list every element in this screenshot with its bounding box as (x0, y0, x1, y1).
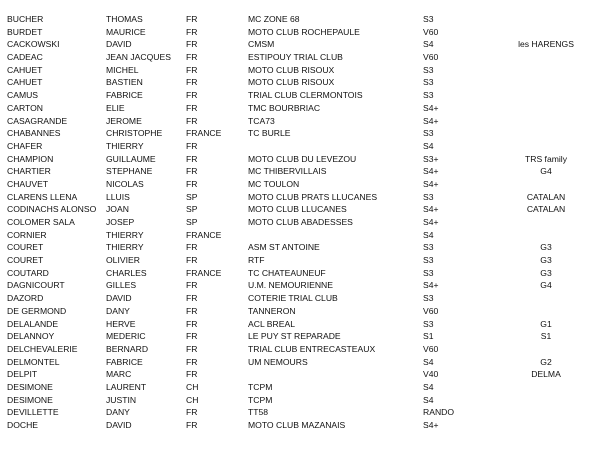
nationality-cell: FR (186, 293, 198, 304)
club-cell: MC TOULON (248, 178, 300, 189)
rider-row (0, 343, 600, 356)
team-cell: G3 (540, 267, 552, 278)
nationality-cell: FR (186, 242, 198, 253)
club-cell: TT58 (248, 407, 269, 418)
last-name-cell: DEVILLETTE (7, 407, 59, 418)
rider-row (0, 279, 600, 292)
last-name-cell: COURET (7, 255, 44, 266)
club-cell: MOTO CLUB ABADESSES (248, 217, 353, 227)
club-cell: ASM ST ANTOINE (248, 242, 320, 253)
team-cell: CATALAN (526, 204, 566, 215)
rider-row (0, 153, 600, 166)
team-cell: DELMA (531, 369, 561, 380)
category-cell: RANDO (423, 407, 455, 418)
category-cell: S4 (423, 394, 434, 405)
first-name-cell: JEROME (106, 115, 142, 126)
rider-row (0, 292, 600, 305)
last-name-cell: DE GERMOND (7, 305, 67, 316)
category-cell: S4+ (423, 178, 439, 189)
club-cell: LE PUY ST REPARADE (248, 331, 341, 342)
first-name-cell: DAVID (106, 420, 132, 430)
club-cell: TC CHATEAUNEUF (248, 267, 326, 278)
last-name-cell: DELMONTEL (7, 356, 60, 367)
rider-row (0, 203, 600, 216)
rider-row (0, 381, 600, 394)
first-name-cell: STEPHANE (106, 166, 153, 177)
first-name-cell: THIERRY (106, 140, 144, 151)
team-cell: S1 (540, 331, 552, 342)
nationality-cell: FR (186, 115, 198, 126)
club-cell: MC ZONE 68 (248, 14, 300, 24)
last-name-cell: CHAMPION (7, 153, 54, 164)
rider-row (0, 216, 600, 229)
last-name-cell: CARTON (7, 102, 43, 113)
rider-row (0, 394, 600, 407)
club-cell: RTF (248, 255, 265, 266)
nationality-cell: FR (186, 90, 198, 101)
first-name-cell: DANY (106, 305, 130, 316)
category-cell: S4+ (423, 204, 439, 215)
rider-row (0, 127, 600, 140)
club-cell: TRIAL CLUB CLERMONTOIS (248, 90, 363, 101)
nationality-cell: FR (186, 356, 198, 367)
last-name-cell: CAMUS (7, 90, 39, 101)
rider-row (0, 305, 600, 318)
last-name-cell: CHARTIER (7, 166, 51, 177)
first-name-cell: JUSTIN (106, 394, 137, 405)
first-name-cell: CHARLES (106, 267, 147, 278)
team-cell: G2 (540, 356, 552, 367)
club-cell: TC BURLE (248, 128, 291, 139)
rider-row (0, 140, 600, 153)
last-name-cell: CACKOWSKI (7, 39, 60, 50)
nationality-cell: FR (186, 331, 198, 342)
category-cell: S3 (423, 293, 434, 304)
category-cell: S3 (423, 267, 434, 278)
nationality-cell: FR (186, 305, 198, 316)
rider-list (0, 13, 600, 432)
rider-row (0, 356, 600, 369)
category-cell: V60 (423, 305, 439, 316)
club-cell: UM NEMOURS (248, 356, 308, 367)
team-cell: G4 (540, 280, 552, 291)
nationality-cell: CH (186, 381, 199, 392)
nationality-cell: CH (186, 394, 199, 405)
first-name-cell: BASTIEN (106, 77, 143, 88)
nationality-cell: FR (186, 52, 198, 63)
category-cell: S4+ (423, 420, 439, 430)
first-name-cell: NICOLAS (106, 178, 144, 189)
category-cell: S4+ (423, 280, 439, 291)
club-cell: MOTO CLUB DU LEVEZOU (248, 153, 357, 164)
club-cell: TCPM (248, 394, 273, 405)
first-name-cell: THOMAS (106, 14, 143, 24)
club-cell: TRIAL CLUB ENTRECASTEAUX (248, 343, 376, 354)
club-cell: MOTO CLUB LLUCANES (248, 204, 347, 215)
last-name-cell: DESIMONE (7, 381, 53, 392)
first-name-cell: GUILLAUME (106, 153, 156, 164)
rider-row (0, 76, 600, 89)
category-cell: S4+ (423, 102, 439, 113)
rider-row (0, 368, 600, 381)
category-cell: V60 (423, 26, 439, 37)
category-cell: S3 (423, 128, 434, 139)
team-cell: G3 (540, 255, 552, 266)
first-name-cell: MARC (106, 369, 132, 380)
rider-row (0, 229, 600, 242)
nationality-cell: FR (186, 255, 198, 266)
last-name-cell: CAHUET (7, 64, 43, 75)
nationality-cell: SP (186, 217, 198, 227)
first-name-cell: LLUIS (106, 191, 130, 202)
nationality-cell: FR (186, 280, 198, 291)
rider-row (0, 406, 600, 419)
nationality-cell: FR (186, 153, 198, 164)
last-name-cell: DAGNICOURT (7, 280, 65, 291)
last-name-cell: DOCHE (7, 420, 39, 430)
rider-row (0, 330, 600, 343)
nationality-cell: FR (186, 77, 198, 88)
club-cell: MOTO CLUB ROCHEPAULE (248, 26, 360, 37)
nationality-cell: FR (186, 420, 198, 430)
rider-row (0, 254, 600, 267)
rider-row (0, 26, 600, 39)
category-cell: S3 (423, 242, 434, 253)
nationality-cell: FR (186, 14, 198, 24)
first-name-cell: HERVE (106, 318, 136, 329)
first-name-cell: THIERRY (106, 229, 144, 240)
team-cell: G4 (540, 166, 552, 177)
club-cell: COTERIE TRIAL CLUB (248, 293, 338, 304)
club-cell: MOTO CLUB RISOUX (248, 77, 335, 88)
last-name-cell: COLOMER SALA (7, 217, 75, 227)
category-cell: S3 (423, 64, 434, 75)
rider-row (0, 64, 600, 77)
last-name-cell: BUCHER (7, 14, 44, 24)
last-name-cell: CHAUVET (7, 178, 49, 189)
category-cell: S3 (423, 318, 434, 329)
rider-row (0, 115, 600, 128)
rider-row (0, 38, 600, 51)
first-name-cell: DAVID (106, 293, 132, 304)
club-cell: ACL BREAL (248, 318, 295, 329)
category-cell: S4 (423, 356, 434, 367)
club-cell: MC THIBERVILLAIS (248, 166, 327, 177)
nationality-cell: FR (186, 178, 198, 189)
team-cell: G1 (540, 318, 552, 329)
rider-row (0, 267, 600, 280)
first-name-cell: MICHEL (106, 64, 139, 75)
nationality-cell: FR (186, 369, 198, 380)
team-cell: TRS family (524, 153, 568, 164)
club-cell: TCA73 (248, 115, 275, 126)
nationality-cell: FRANCE (186, 267, 222, 278)
first-name-cell: DANY (106, 407, 130, 418)
nationality-cell: FR (186, 407, 198, 418)
last-name-cell: CODINACHS ALONSO (7, 204, 97, 215)
category-cell: S3 (423, 14, 434, 24)
nationality-cell: FR (186, 64, 198, 75)
last-name-cell: CHAFER (7, 140, 43, 151)
last-name-cell: DELCHEVALERIE (7, 343, 78, 354)
rider-row (0, 318, 600, 331)
first-name-cell: FABRICE (106, 90, 143, 101)
last-name-cell: CASAGRANDE (7, 115, 68, 126)
category-cell: S3 (423, 90, 434, 101)
category-cell: S3 (423, 255, 434, 266)
last-name-cell: BURDET (7, 26, 43, 37)
team-cell: G3 (540, 242, 552, 253)
team-cell: CATALAN (526, 191, 566, 202)
nationality-cell: FRANCE (186, 229, 222, 240)
category-cell: S3 (423, 77, 434, 88)
last-name-cell: CAHUET (7, 77, 43, 88)
last-name-cell: CADEAC (7, 52, 43, 63)
club-cell: CMSM (248, 39, 275, 50)
category-cell: S3+ (423, 153, 439, 164)
rider-row (0, 13, 600, 26)
first-name-cell: OLIVIER (106, 255, 140, 266)
club-cell: MOTO CLUB MAZANAIS (248, 420, 346, 430)
rider-row (0, 241, 600, 254)
first-name-cell: MAURICE (106, 26, 146, 37)
first-name-cell: MEDERIC (106, 331, 146, 342)
category-cell: S4 (423, 381, 434, 392)
club-cell: MOTO CLUB PRATS LLUCANES (248, 191, 378, 202)
rider-row (0, 178, 600, 191)
last-name-cell: DELPIT (7, 369, 38, 380)
category-cell: S4 (423, 140, 434, 151)
category-cell: S4 (423, 229, 434, 240)
first-name-cell: ELIE (106, 102, 125, 113)
last-name-cell: CHABANNES (7, 128, 61, 139)
nationality-cell: FR (186, 318, 198, 329)
first-name-cell: THIERRY (106, 242, 144, 253)
first-name-cell: BERNARD (106, 343, 149, 354)
category-cell: V60 (423, 52, 439, 63)
first-name-cell: GILLES (106, 280, 137, 291)
category-cell: S4+ (423, 166, 439, 177)
first-name-cell: DAVID (106, 39, 132, 50)
first-name-cell: CHRISTOPHE (106, 128, 163, 139)
last-name-cell: COURET (7, 242, 44, 253)
last-name-cell: DELALANDE (7, 318, 59, 329)
category-cell: S4+ (423, 217, 439, 227)
rider-row (0, 419, 600, 432)
last-name-cell: COUTARD (7, 267, 49, 278)
first-name-cell: JOAN (106, 204, 129, 215)
first-name-cell: JEAN JACQUES (106, 52, 171, 63)
last-name-cell: CLARENS LLENA (7, 191, 78, 202)
category-cell: V40 (423, 369, 439, 380)
club-cell: TCPM (248, 381, 273, 392)
nationality-cell: FR (186, 102, 198, 113)
club-cell: ESTIPOUY TRIAL CLUB (248, 52, 343, 63)
rider-row (0, 165, 600, 178)
nationality-cell: FR (186, 140, 198, 151)
nationality-cell: FRANCE (186, 128, 222, 139)
nationality-cell: SP (186, 204, 198, 215)
rider-row (0, 51, 600, 64)
club-cell: TANNERON (248, 305, 296, 316)
nationality-cell: FR (186, 343, 198, 354)
category-cell: V60 (423, 343, 439, 354)
rider-row (0, 102, 600, 115)
team-cell: les HARENGS (518, 39, 574, 50)
nationality-cell: FR (186, 26, 198, 37)
first-name-cell: JOSEP (106, 217, 135, 227)
nationality-cell: FR (186, 39, 198, 50)
first-name-cell: FABRICE (106, 356, 143, 367)
category-cell: S4+ (423, 115, 439, 126)
club-cell: MOTO CLUB RISOUX (248, 64, 335, 75)
category-cell: S3 (423, 191, 434, 202)
rider-row (0, 89, 600, 102)
rider-row (0, 191, 600, 204)
category-cell: S4 (423, 39, 434, 50)
last-name-cell: DELANNOY (7, 331, 55, 342)
last-name-cell: DESIMONE (7, 394, 53, 405)
club-cell: U.M. NEMOURIENNE (248, 280, 333, 291)
category-cell: S1 (423, 331, 434, 342)
nationality-cell: FR (186, 166, 198, 177)
first-name-cell: LAURENT (106, 381, 147, 392)
last-name-cell: DAZORD (7, 293, 44, 304)
nationality-cell: SP (186, 191, 198, 202)
club-cell: TMC BOURBRIAC (248, 102, 321, 113)
last-name-cell: CORNIER (7, 229, 47, 240)
